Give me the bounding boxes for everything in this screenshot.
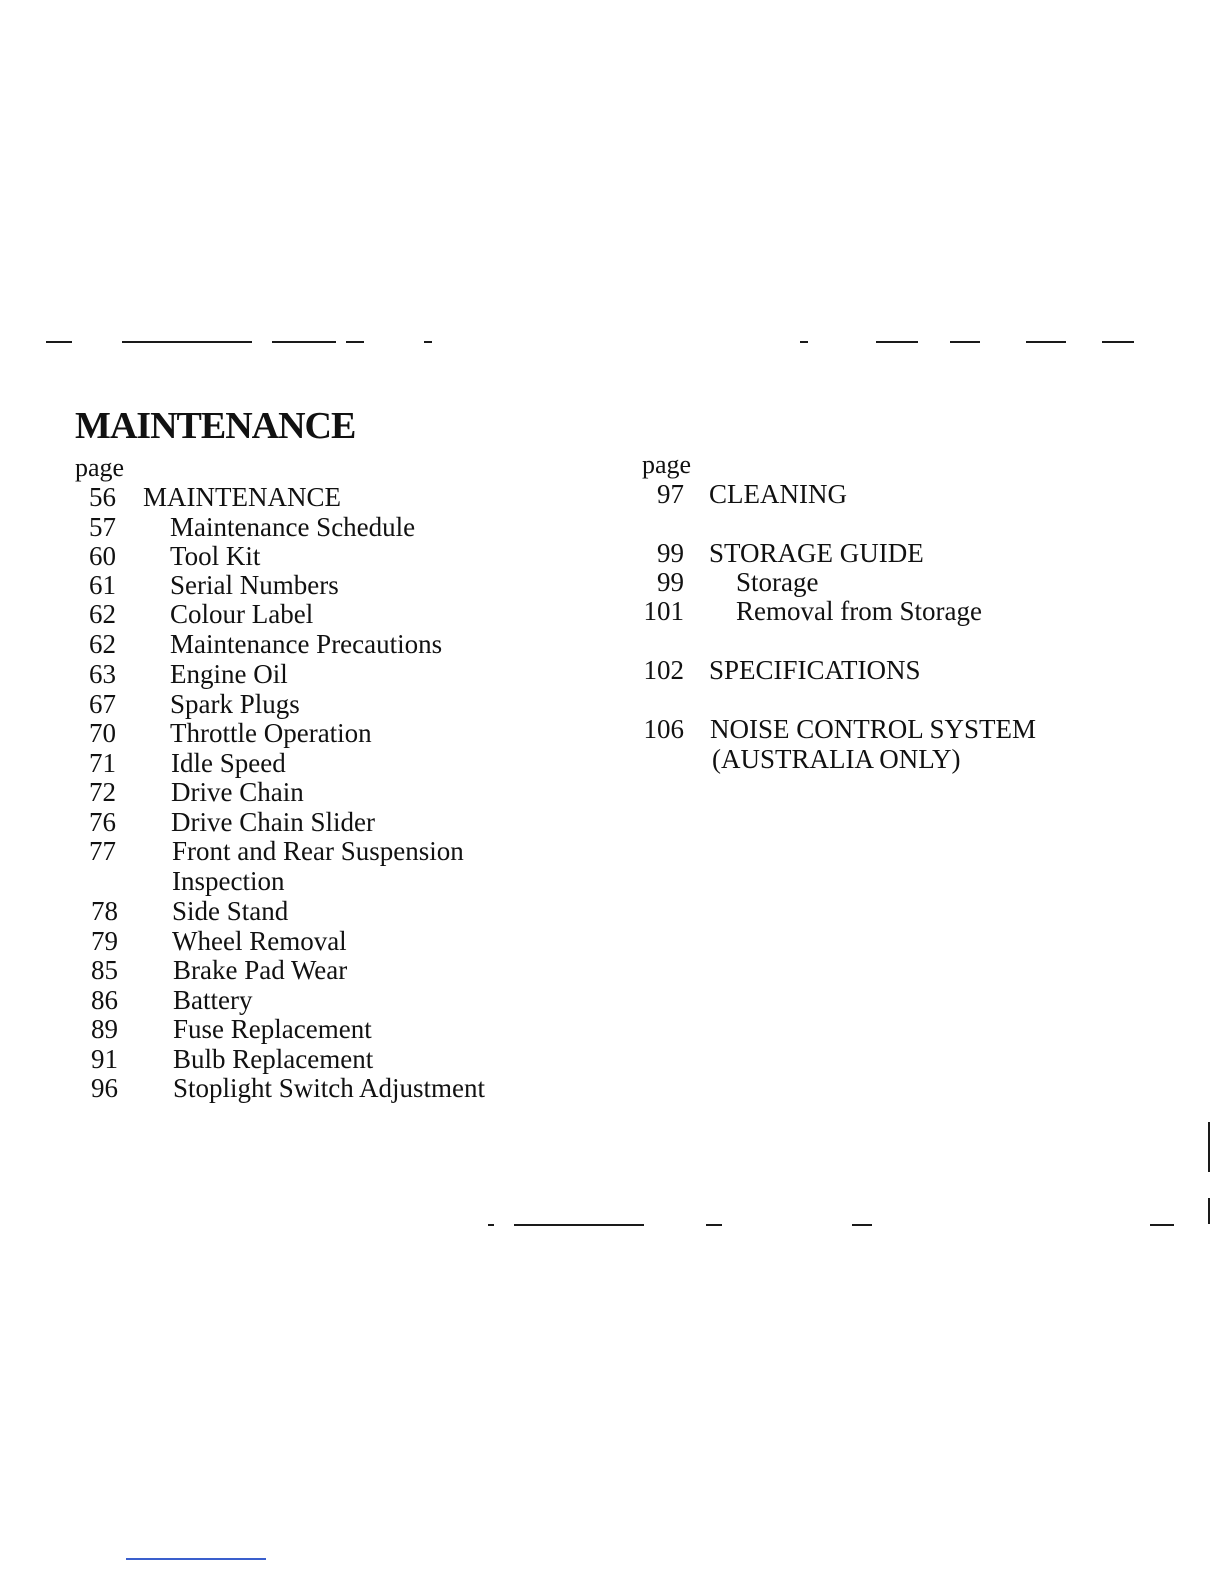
page-title: MAINTENANCE xyxy=(75,405,356,447)
bottom-blue-rule xyxy=(126,1558,266,1560)
toc-page-number: 91 xyxy=(91,1044,118,1074)
toc-page-number: 99 xyxy=(657,538,684,568)
toc-item-title: Drive Chain xyxy=(171,777,304,807)
top-rule-fragment xyxy=(46,341,72,343)
toc-page-number: 106 xyxy=(643,714,684,744)
bottom-rule-fragment xyxy=(852,1224,872,1226)
right-edge-mark xyxy=(1208,1122,1210,1172)
toc-page-number: 61 xyxy=(89,570,116,600)
toc-item-title: Stoplight Switch Adjustment xyxy=(173,1073,486,1103)
toc-item-title: Spark Plugs xyxy=(170,689,300,719)
toc-page-number: 57 xyxy=(89,512,116,542)
top-rule-fragment xyxy=(346,341,364,343)
toc-item-title: Wheel Removal xyxy=(172,926,347,956)
toc-page-number: 71 xyxy=(89,748,116,778)
bottom-rule-fragment xyxy=(706,1224,722,1226)
toc-item-title: Idle Speed xyxy=(171,748,286,778)
toc-page-number: 78 xyxy=(91,896,118,926)
toc-item-title: Front and Rear Suspension xyxy=(172,836,464,866)
right-edge-mark xyxy=(1208,1198,1210,1224)
toc-section-title: SPECIFICATIONS xyxy=(709,655,921,685)
toc-page-number: 60 xyxy=(89,541,116,571)
toc-page-number: 56 xyxy=(89,482,116,512)
top-rule-fragment xyxy=(876,341,918,343)
toc-item-title: Throttle Operation xyxy=(170,718,372,748)
bottom-rule-fragment xyxy=(488,1224,494,1226)
toc-section-title: NOISE CONTROL SYSTEM xyxy=(710,714,1037,744)
toc-item-title: Tool Kit xyxy=(170,541,261,571)
toc-section-title: MAINTENANCE xyxy=(143,482,341,512)
toc-item-title: Serial Numbers xyxy=(170,570,339,600)
toc-page-number: 89 xyxy=(91,1014,118,1044)
toc-section-title: STORAGE GUIDE xyxy=(709,538,924,568)
right-page-header: page xyxy=(642,450,692,479)
toc-page-number: 70 xyxy=(89,718,116,748)
toc-page-number: 62 xyxy=(89,629,116,659)
toc-page-number: 99 xyxy=(657,567,684,597)
top-rule-fragment xyxy=(272,341,336,343)
bottom-rule-fragment xyxy=(514,1224,644,1226)
toc-item-title: Bulb Replacement xyxy=(173,1044,374,1074)
toc-item-title: Colour Label xyxy=(170,599,314,629)
left-page-header: page xyxy=(75,453,125,482)
top-rule-fragment xyxy=(950,341,980,343)
toc-item-title: Battery xyxy=(173,985,253,1015)
bottom-rule-fragment xyxy=(1150,1224,1174,1226)
toc-item-title: Removal from Storage xyxy=(736,596,982,626)
toc-page-number: 72 xyxy=(89,777,116,807)
toc-item-title: Side Stand xyxy=(172,896,289,926)
toc-page-number: 67 xyxy=(89,689,116,719)
toc-item-title: Storage xyxy=(736,567,819,597)
toc-item-title: Maintenance Schedule xyxy=(170,512,416,542)
toc-page-number: 76 xyxy=(89,807,116,837)
toc-item-title: Fuse Replacement xyxy=(173,1014,372,1044)
toc-page-number: 85 xyxy=(91,955,118,985)
toc-page-number: 96 xyxy=(91,1073,118,1103)
toc-section-title: CLEANING xyxy=(709,479,847,509)
top-rule-fragment xyxy=(800,341,808,343)
toc-item-title: Drive Chain Slider xyxy=(171,807,375,837)
toc-item-title: Brake Pad Wear xyxy=(173,955,348,985)
toc-item-title-continued: Inspection xyxy=(172,866,285,896)
toc-page-number: 62 xyxy=(89,599,116,629)
toc-page-number: 79 xyxy=(91,926,118,956)
toc-page-number: 77 xyxy=(89,836,116,866)
toc-page-number: 86 xyxy=(91,985,118,1015)
toc-page-number: 101 xyxy=(643,596,684,626)
top-rule-fragment xyxy=(1102,341,1134,343)
toc-page-number: 97 xyxy=(657,479,684,509)
toc-item-title: Maintenance Precautions xyxy=(170,629,443,659)
toc-section-title-continued: (AUSTRALIA ONLY) xyxy=(712,744,961,774)
toc-item-title: Engine Oil xyxy=(170,659,288,689)
top-rule-fragment xyxy=(122,341,252,343)
toc-page-number: 102 xyxy=(643,655,684,685)
top-rule-fragment xyxy=(424,341,432,343)
top-rule-fragment xyxy=(1026,341,1066,343)
toc-page-number: 63 xyxy=(89,659,116,689)
